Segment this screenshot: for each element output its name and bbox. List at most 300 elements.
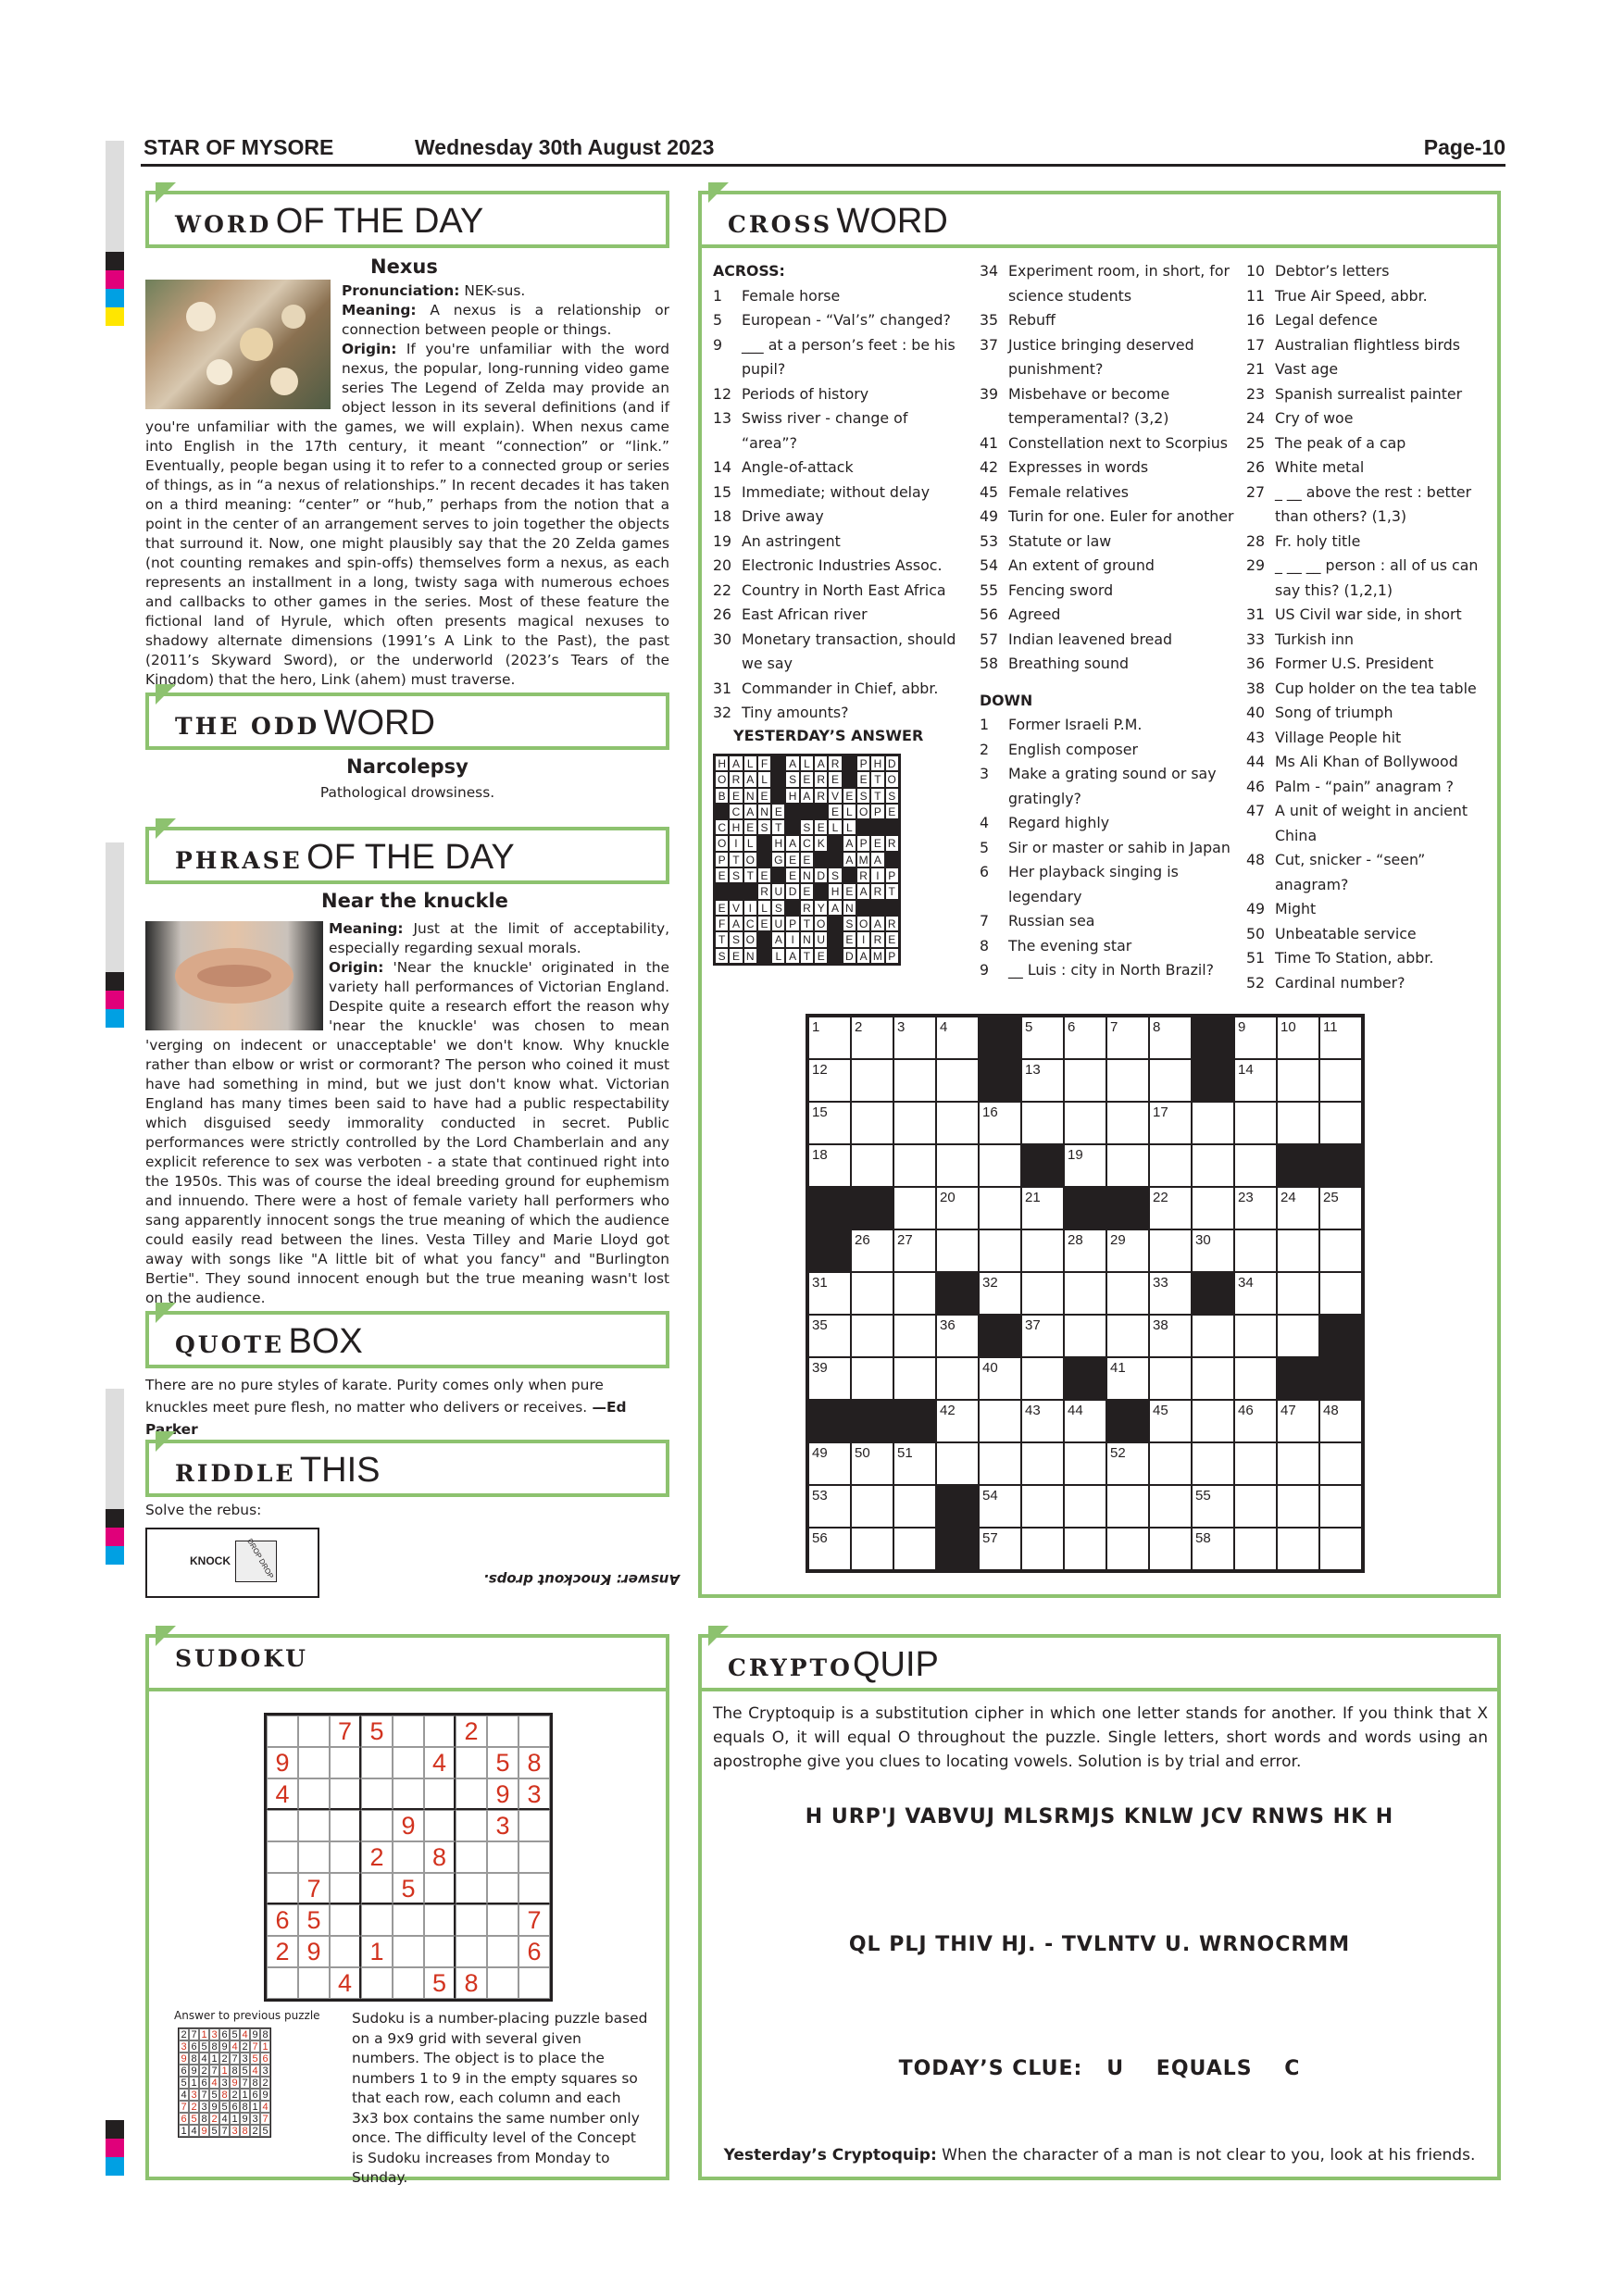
- sudoku-cell[interactable]: [298, 1810, 330, 1841]
- yesterday-cell: L: [743, 835, 757, 851]
- crossword-cell[interactable]: 3: [893, 1017, 936, 1059]
- crossword-cell[interactable]: 41: [1106, 1357, 1149, 1400]
- crossword-cell[interactable]: [979, 1187, 1021, 1229]
- crossword-cell[interactable]: [1106, 1059, 1149, 1102]
- crossword-cell[interactable]: [1319, 1528, 1362, 1570]
- crossword-cell[interactable]: 57: [979, 1528, 1021, 1570]
- crossword-cell[interactable]: [1234, 1528, 1277, 1570]
- crossword-cell[interactable]: [893, 1144, 936, 1187]
- crossword-cell[interactable]: [893, 1187, 936, 1229]
- crossword-cell[interactable]: [979, 1229, 1021, 1272]
- black-square: [1192, 1059, 1234, 1102]
- crossword-cell[interactable]: [979, 1400, 1021, 1442]
- down-clue: [1246, 652, 1496, 677]
- clue-number: 32: [713, 704, 732, 721]
- crossword-cell[interactable]: [1277, 1315, 1319, 1357]
- sudoku-cell[interactable]: [361, 1904, 393, 1936]
- clue-text: Breathing sound: [1008, 655, 1129, 672]
- yesterday-cell: E: [828, 804, 842, 819]
- crossword-cell[interactable]: [851, 1528, 893, 1570]
- crossword-cell[interactable]: [1234, 1102, 1277, 1144]
- sudoku-cell[interactable]: [267, 1810, 298, 1841]
- sudoku-cell[interactable]: [456, 1873, 487, 1904]
- crossword-cell[interactable]: [936, 1229, 979, 1272]
- crossword-cell[interactable]: [1064, 1272, 1106, 1315]
- sudoku-cell[interactable]: [487, 1967, 518, 1999]
- crossword-cell[interactable]: [1319, 1442, 1362, 1485]
- crossword-cell[interactable]: [1149, 1442, 1192, 1485]
- yesterday-cell: U: [814, 931, 828, 947]
- crossword-cell[interactable]: 4: [936, 1017, 979, 1059]
- crossword-cell[interactable]: 11: [1319, 1017, 1362, 1059]
- sudoku-cell[interactable]: [456, 1778, 487, 1810]
- crossword-cell[interactable]: [1277, 1102, 1319, 1144]
- crossword-cell[interactable]: 26: [851, 1229, 893, 1272]
- yesterday-cell: E: [743, 819, 757, 835]
- sudoku-cell[interactable]: [330, 1936, 361, 1967]
- crossword-cell[interactable]: [851, 1272, 893, 1315]
- crossword-cell[interactable]: 13: [1021, 1059, 1064, 1102]
- crossword-cell[interactable]: 44: [1064, 1400, 1106, 1442]
- crossword-cell[interactable]: [1277, 1059, 1319, 1102]
- crossword-cell[interactable]: [1064, 1485, 1106, 1528]
- sudoku-cell[interactable]: [456, 1747, 487, 1778]
- phrase-flag-icon: [156, 818, 176, 839]
- crossword-cell[interactable]: 47: [1277, 1400, 1319, 1442]
- crossword-cell[interactable]: [1234, 1144, 1277, 1187]
- crossword-cell[interactable]: [1064, 1059, 1106, 1102]
- clue-number: 25: [1246, 433, 1266, 452]
- crossword-cell[interactable]: 58: [1192, 1528, 1234, 1570]
- sudoku-cell[interactable]: [393, 1778, 424, 1810]
- crossword-cell[interactable]: 39: [808, 1357, 851, 1400]
- clue-number: 6: [980, 863, 990, 880]
- crossword-cell[interactable]: 8: [1149, 1017, 1192, 1059]
- clue-text: Unbeatable service: [1275, 924, 1417, 942]
- crossword-cell[interactable]: [893, 1102, 936, 1144]
- yesterday-cell: D: [843, 948, 856, 964]
- crossword-cell[interactable]: [1106, 1485, 1149, 1528]
- yesterday-cell: L: [843, 819, 856, 835]
- sudoku-cell[interactable]: [393, 1747, 424, 1778]
- clue-text: Russian sea: [1008, 912, 1095, 930]
- clue-number: 10: [1246, 262, 1266, 280]
- yesterday-cell: R: [870, 931, 884, 947]
- crossword-cell[interactable]: 10: [1277, 1017, 1319, 1059]
- crossword-cell[interactable]: 49: [808, 1442, 851, 1485]
- crossword-cell[interactable]: 28: [1064, 1229, 1106, 1272]
- sudoku-cell[interactable]: [393, 1967, 424, 1999]
- crossword-cell[interactable]: 5: [1021, 1017, 1064, 1059]
- clue-number: 1: [713, 286, 723, 305]
- sudoku-cell: 9: [393, 1810, 424, 1841]
- crossword-cell[interactable]: [851, 1102, 893, 1144]
- crossword-cell[interactable]: 25: [1319, 1187, 1362, 1229]
- crossword-cell[interactable]: [893, 1485, 936, 1528]
- yesterday-cell: I: [870, 867, 884, 883]
- sudoku-cell[interactable]: [298, 1841, 330, 1873]
- sudoku-cell[interactable]: [424, 1778, 456, 1810]
- sudoku-cell: 2: [456, 1716, 487, 1747]
- crossword-cell[interactable]: [893, 1272, 936, 1315]
- clue-text: Former U.S. President: [1275, 655, 1434, 672]
- yesterday-cell: E: [729, 948, 743, 964]
- sudoku-cell[interactable]: [518, 1810, 550, 1841]
- sudoku-cell: 4: [330, 1967, 361, 1999]
- crossword-cell[interactable]: [1064, 1442, 1106, 1485]
- sudoku-cell[interactable]: [393, 1841, 424, 1873]
- across-clues: [713, 259, 961, 726]
- crossword-cell[interactable]: [1319, 1229, 1362, 1272]
- sudoku-cell[interactable]: [298, 1716, 330, 1747]
- across-clue: [980, 579, 1234, 604]
- crossword-cell[interactable]: 48: [1319, 1400, 1362, 1442]
- crossword-cell[interactable]: 55: [1192, 1485, 1234, 1528]
- sudoku-answer-cell: 8: [240, 2101, 250, 2113]
- clue-text: English composer: [1008, 740, 1138, 758]
- crossword-cell[interactable]: 43: [1021, 1400, 1064, 1442]
- yesterday-cell: L: [843, 804, 856, 819]
- yesterday-cell: O: [814, 916, 828, 931]
- quote-title: QUOTE BOX: [145, 1311, 669, 1368]
- sudoku-cell[interactable]: [518, 1716, 550, 1747]
- crossword-cell[interactable]: 53: [808, 1485, 851, 1528]
- yesterday-cell: T: [885, 883, 899, 899]
- black-square: [979, 1017, 1021, 1059]
- clue-text: Tiny amounts?: [742, 704, 849, 721]
- crossword-cell[interactable]: 17: [1149, 1102, 1192, 1144]
- clue-text: Female horse: [742, 286, 841, 305]
- yesterday-cell: R: [885, 916, 899, 931]
- down-clue: [980, 762, 1234, 811]
- sudoku-answer-cell: 7: [240, 2077, 250, 2089]
- crossword-cell[interactable]: [1277, 1528, 1319, 1570]
- yesterday-cell: O: [885, 771, 899, 787]
- crossword-cell[interactable]: 37: [1021, 1315, 1064, 1357]
- sudoku-cell[interactable]: [487, 1716, 518, 1747]
- sudoku-cell[interactable]: [424, 1904, 456, 1936]
- sudoku-cell[interactable]: [267, 1716, 298, 1747]
- crossword-cell[interactable]: 12: [808, 1059, 851, 1102]
- crossword-cell[interactable]: [1021, 1485, 1064, 1528]
- across-clue: [713, 406, 961, 455]
- down-clue: [1246, 603, 1496, 628]
- crossword-cell[interactable]: 18: [808, 1144, 851, 1187]
- sudoku-cell[interactable]: [330, 1747, 361, 1778]
- crossword-cell[interactable]: [1106, 1144, 1149, 1187]
- clue-number: 4: [980, 814, 990, 831]
- sudoku-cell[interactable]: [330, 1778, 361, 1810]
- crossword-cell[interactable]: [1277, 1485, 1319, 1528]
- across-clue: [713, 308, 961, 333]
- crossword-cell[interactable]: [936, 1059, 979, 1102]
- sudoku-cell[interactable]: [361, 1967, 393, 1999]
- crossword-cell[interactable]: [1149, 1528, 1192, 1570]
- crossword-cell[interactable]: 45: [1149, 1400, 1192, 1442]
- sudoku-cell[interactable]: [518, 1873, 550, 1904]
- crossword-cell[interactable]: 52: [1106, 1442, 1149, 1485]
- crossword-cell[interactable]: [893, 1059, 936, 1102]
- crossword-cell[interactable]: [1149, 1357, 1192, 1400]
- crossword-cell[interactable]: [1064, 1528, 1106, 1570]
- sudoku-cell[interactable]: [361, 1810, 393, 1841]
- crossword-cell[interactable]: [1021, 1102, 1064, 1144]
- crossword-cell[interactable]: 2: [851, 1017, 893, 1059]
- yesterday-black-cell: [856, 819, 870, 835]
- clue-number: 40: [1246, 704, 1266, 721]
- down-clue: [1246, 406, 1496, 431]
- crossword-cell[interactable]: 36: [936, 1315, 979, 1357]
- sudoku-answer-cell: 4: [260, 2101, 270, 2113]
- crossword-cell[interactable]: [1021, 1229, 1064, 1272]
- yesterday-cell: R: [757, 883, 771, 899]
- sudoku-answer-cell: 9: [179, 2053, 189, 2065]
- sudoku-cell: 9: [487, 1778, 518, 1810]
- crossword-cell[interactable]: 38: [1149, 1315, 1192, 1357]
- crossword-cell[interactable]: [1319, 1059, 1362, 1102]
- crossword-cell[interactable]: [936, 1357, 979, 1400]
- sudoku-cell[interactable]: [267, 1873, 298, 1904]
- crossword-cell[interactable]: [893, 1357, 936, 1400]
- yesterday-cell: S: [800, 819, 814, 835]
- across-clue: [980, 530, 1234, 555]
- crossword-cell[interactable]: 19: [1064, 1144, 1106, 1187]
- sudoku-cell: 4: [267, 1778, 298, 1810]
- yesterday-cell: R: [729, 771, 743, 787]
- clue-number: 50: [1246, 924, 1266, 942]
- across-clue: [713, 603, 961, 628]
- crossword-cell[interactable]: 20: [936, 1187, 979, 1229]
- crossword-cell[interactable]: 34: [1234, 1272, 1277, 1315]
- sudoku-cell[interactable]: [424, 1936, 456, 1967]
- crossword-cell[interactable]: [893, 1528, 936, 1570]
- crossword-cell[interactable]: 15: [808, 1102, 851, 1144]
- clue-number: 47: [1246, 802, 1266, 819]
- crossword-cell[interactable]: [1064, 1315, 1106, 1357]
- crossword-cell[interactable]: 50: [851, 1442, 893, 1485]
- crossword-cell[interactable]: [1021, 1528, 1064, 1570]
- crossword-cell[interactable]: [1021, 1442, 1064, 1485]
- crossword-cell[interactable]: [1319, 1102, 1362, 1144]
- crossword-cell[interactable]: [1277, 1272, 1319, 1315]
- crossword-cell[interactable]: [936, 1144, 979, 1187]
- yesterday-cell: D: [785, 883, 799, 899]
- clue-number: 5: [713, 311, 723, 329]
- sudoku-cell[interactable]: [393, 1936, 424, 1967]
- crossword-cell[interactable]: 56: [808, 1528, 851, 1570]
- crossword-cell[interactable]: [1149, 1059, 1192, 1102]
- clue-text: Village People hit: [1275, 728, 1402, 746]
- sudoku-cell[interactable]: [424, 1716, 456, 1747]
- sudoku-cell[interactable]: [361, 1778, 393, 1810]
- crossword-cell[interactable]: [1106, 1102, 1149, 1144]
- crossword-cell[interactable]: [1192, 1102, 1234, 1144]
- crossword-cell[interactable]: [1234, 1315, 1277, 1357]
- crossword-cell[interactable]: [1192, 1315, 1234, 1357]
- crossword-cell[interactable]: 33: [1149, 1272, 1192, 1315]
- black-square: [936, 1528, 979, 1570]
- sudoku-cell[interactable]: [298, 1747, 330, 1778]
- yesterday-cell: E: [715, 900, 729, 916]
- sudoku-cell[interactable]: [456, 1904, 487, 1936]
- crossword-cell[interactable]: [1192, 1400, 1234, 1442]
- crossword-cell[interactable]: 29: [1106, 1229, 1149, 1272]
- sudoku-cell[interactable]: [487, 1841, 518, 1873]
- sudoku-cell[interactable]: [487, 1873, 518, 1904]
- sudoku-cell[interactable]: [456, 1841, 487, 1873]
- crossword-cell[interactable]: [1234, 1229, 1277, 1272]
- crossword-cell[interactable]: [1149, 1144, 1192, 1187]
- crossword-cell[interactable]: 9: [1234, 1017, 1277, 1059]
- crossword-cell[interactable]: [893, 1315, 936, 1357]
- crossword-cell[interactable]: [936, 1442, 979, 1485]
- across-clue: [713, 382, 961, 407]
- sudoku-answer-cell: 8: [189, 2053, 199, 2065]
- crossword-cell[interactable]: [1192, 1442, 1234, 1485]
- sudoku-answer-cell: 3: [189, 2089, 199, 2101]
- yesterday-black-cell: [828, 931, 842, 947]
- crossword-cell[interactable]: [851, 1144, 893, 1187]
- clue-text: An extent of ground: [1008, 556, 1155, 574]
- sudoku-answer-cell: 8: [219, 2089, 230, 2101]
- black-square: [1277, 1144, 1319, 1187]
- sudoku-cell[interactable]: [267, 1841, 298, 1873]
- clue-text: Drive away: [742, 507, 824, 525]
- sudoku-cell[interactable]: [456, 1810, 487, 1841]
- crossword-cell[interactable]: [936, 1102, 979, 1144]
- clue-text: Turkish inn: [1275, 630, 1354, 648]
- crossword-cell[interactable]: [1106, 1272, 1149, 1315]
- sudoku-cell[interactable]: [267, 1967, 298, 1999]
- crossword-cell[interactable]: 46: [1234, 1400, 1277, 1442]
- yesterday-cell: I: [729, 835, 743, 851]
- sudoku-cell[interactable]: [361, 1873, 393, 1904]
- sudoku-answer-cell: 8: [250, 2077, 260, 2089]
- clue-number: 52: [1246, 973, 1266, 992]
- clue-number: 9: [713, 335, 723, 354]
- yesterday-black-cell: [771, 755, 785, 771]
- crossword-cell[interactable]: 32: [979, 1272, 1021, 1315]
- sudoku-cell[interactable]: [361, 1747, 393, 1778]
- sudoku-cell[interactable]: [330, 1841, 361, 1873]
- crossword-cell[interactable]: [1319, 1272, 1362, 1315]
- sudoku-cell[interactable]: [330, 1873, 361, 1904]
- crossword-cell[interactable]: 14: [1234, 1059, 1277, 1102]
- across-clue: [713, 628, 961, 677]
- down-clue: [1246, 259, 1496, 284]
- crossword-cell[interactable]: [851, 1485, 893, 1528]
- sudoku-cell[interactable]: [393, 1904, 424, 1936]
- crossword-cell[interactable]: [1106, 1315, 1149, 1357]
- sudoku-cell[interactable]: [487, 1904, 518, 1936]
- sudoku-cell[interactable]: [298, 1967, 330, 1999]
- crossword-cell[interactable]: [1192, 1187, 1234, 1229]
- crossword-cell[interactable]: 23: [1234, 1187, 1277, 1229]
- sudoku-cell[interactable]: [424, 1873, 456, 1904]
- crossword-cell[interactable]: [1234, 1442, 1277, 1485]
- word-flag-icon: [156, 182, 176, 203]
- clue-number: 9: [980, 961, 990, 979]
- crossword-cell[interactable]: 51: [893, 1442, 936, 1485]
- sudoku-answer-cell: 7: [230, 2053, 240, 2065]
- across-clue: [980, 652, 1234, 677]
- yesterday-cell: G: [771, 852, 785, 867]
- crossword-cell[interactable]: [1021, 1357, 1064, 1400]
- sudoku-cell[interactable]: [393, 1716, 424, 1747]
- crossword-cell[interactable]: [1234, 1485, 1277, 1528]
- sudoku-cell[interactable]: [518, 1841, 550, 1873]
- sudoku-answer-cell: 8: [240, 2125, 250, 2137]
- sudoku-answer-cell: 1: [209, 2053, 219, 2065]
- yesterday-cell: A: [785, 835, 799, 851]
- sudoku-cell[interactable]: [298, 1778, 330, 1810]
- crossword-cell[interactable]: [1319, 1485, 1362, 1528]
- crossword-cell[interactable]: 54: [979, 1485, 1021, 1528]
- clue-text: ___ at a person’s feet : be his pupil?: [742, 335, 956, 378]
- sudoku-cell: 5: [424, 1967, 456, 1999]
- sudoku-cell: 2: [267, 1936, 298, 1967]
- crossword-cell[interactable]: [979, 1144, 1021, 1187]
- crossword-cell[interactable]: 35: [808, 1315, 851, 1357]
- crossword-cell[interactable]: [1277, 1442, 1319, 1485]
- registration-bar-bottom: [106, 2120, 124, 2176]
- crossword-cell[interactable]: 24: [1277, 1187, 1319, 1229]
- crossword-cell[interactable]: 22: [1149, 1187, 1192, 1229]
- crossword-cell[interactable]: [1064, 1102, 1106, 1144]
- crossword-cell[interactable]: [1192, 1144, 1234, 1187]
- crossword-cell[interactable]: [1106, 1528, 1149, 1570]
- yesterday-cell: L: [771, 948, 785, 964]
- crossword-cell[interactable]: 7: [1106, 1017, 1149, 1059]
- sudoku-cell[interactable]: [487, 1936, 518, 1967]
- crossword-cell[interactable]: 1: [808, 1017, 851, 1059]
- crossword-cell[interactable]: 27: [893, 1229, 936, 1272]
- crossword-cell[interactable]: 30: [1192, 1229, 1234, 1272]
- clue-text: European - “Val’s” changed?: [742, 311, 951, 329]
- crossword-cell[interactable]: 6: [1064, 1017, 1106, 1059]
- sudoku-cell[interactable]: [424, 1810, 456, 1841]
- sudoku-answer-cell: 3: [230, 2125, 240, 2137]
- crossword-cell[interactable]: 31: [808, 1272, 851, 1315]
- sudoku-answer-cell: 1: [199, 2028, 209, 2040]
- crossword-cell[interactable]: [1192, 1357, 1234, 1400]
- word-body: Pronunciation: NEK-sus. Meaning: A nexus is a relationship or connection between people or things. Origin: If you're unfamiliar with the word nexus, the popular, long-running video game series The Legend of Zelda may provide an object lesson in its several definitions (and if you're unfamiliar with the games, we will explain). When nexus came into English in the 17th century, it meant “connection” or “link.” Eventually, people began using it to refer to a connected group or series of things, as in “a nexus of relationships.” In recent decades it has taken on a third meaning: “center” or “hub,” perhaps from the notion that a point in the center of an arrangement serves to join together the objects that surround it. Now, one might plausibly say that the 20 Zelda games (not counting remakes and spin-offs) themselves form a nexus, as each represents an installment in a long, twisty saga with numerous echoes and callbacks to other games in the series. Most of these feature the fictional land of Hyrule, which often presents magical nexuses to shadowy alternate dimensions (1991’s A Link to the Past), the past (2011’s Skyward Sword), or the underworld (2023’s Tears of the Kingdom) that the hero, Link (ahem) must traverse.: [145, 282, 669, 688]
- crossword-cell[interactable]: [851, 1357, 893, 1400]
- crossword-cell[interactable]: 42: [936, 1400, 979, 1442]
- crossword-cell[interactable]: 40: [979, 1357, 1021, 1400]
- yesterday-cell: T: [870, 771, 884, 787]
- yesterday-cell: E: [885, 931, 899, 947]
- crossword-cell[interactable]: [1149, 1485, 1192, 1528]
- crossword-cell[interactable]: [979, 1442, 1021, 1485]
- sudoku-cell[interactable]: [330, 1810, 361, 1841]
- crossword-cell[interactable]: [851, 1059, 893, 1102]
- crossword-cell[interactable]: 21: [1021, 1187, 1064, 1229]
- yesterday-black-cell: [885, 900, 899, 916]
- yesterday-cell: R: [800, 900, 814, 916]
- yesterday-cell: S: [828, 867, 842, 883]
- sudoku-cell[interactable]: [330, 1904, 361, 1936]
- crossword-cell[interactable]: [1149, 1229, 1192, 1272]
- crossword-cell[interactable]: [851, 1315, 893, 1357]
- sudoku-cell[interactable]: [518, 1967, 550, 1999]
- crossword-cell[interactable]: 16: [979, 1102, 1021, 1144]
- sudoku-cell[interactable]: [456, 1936, 487, 1967]
- crossword-cell[interactable]: [1234, 1357, 1277, 1400]
- crossword-cell[interactable]: [1277, 1229, 1319, 1272]
- crossword-cell[interactable]: [1021, 1272, 1064, 1315]
- down-clue: [980, 934, 1234, 959]
